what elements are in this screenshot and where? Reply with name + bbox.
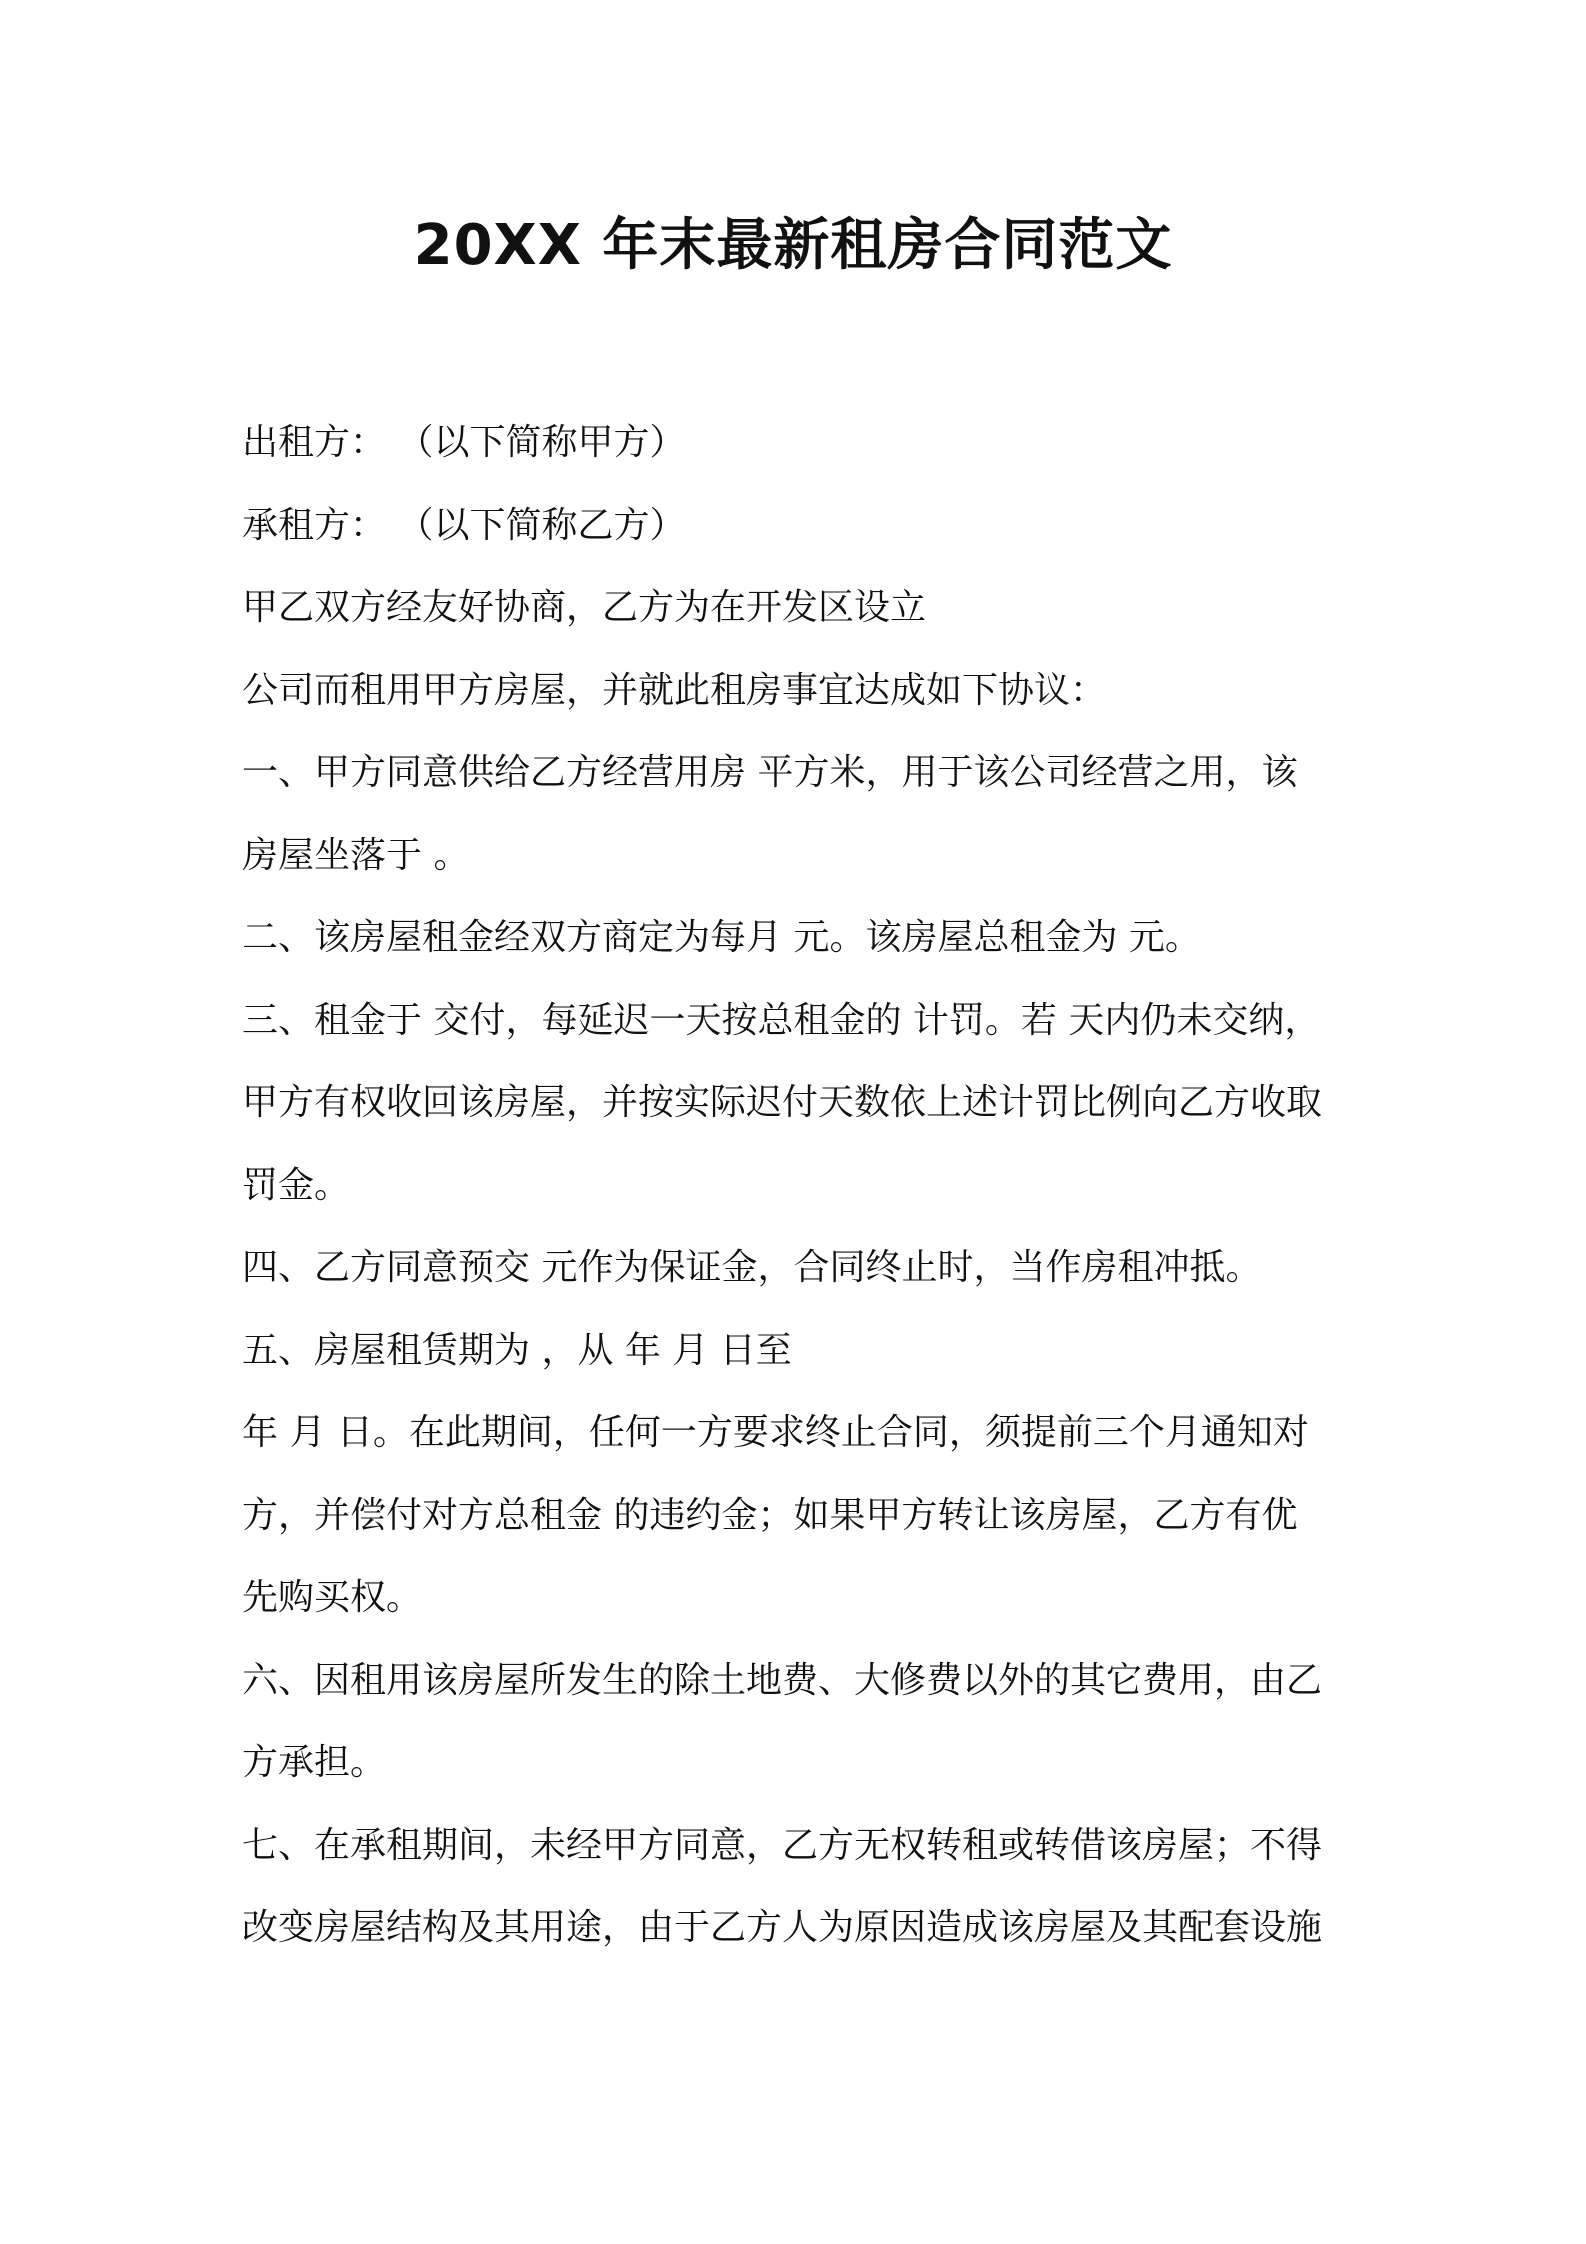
text-line-preamble-2: 公司而租用甲方房屋，并就此租房事宜达成如下协议： [242,669,1107,711]
text-line-clause-5c: 方，并偿付对方总租金 的违约金；如果甲方转让该房屋，乙方有优 [242,1494,1298,1536]
text-line-lessor: 出租方： （以下简称甲方） [242,422,686,463]
text-line-clause-5a: 五、房屋租赁期为 ，从 年 月 日至 [242,1329,792,1371]
text-line-clause-3a: 三、租金于 交付，每延迟一天按总租金的 计罚。若 天内仍未交纳， [242,999,1321,1041]
document-title: 20XX 年末最新租房合同范文 [413,213,1173,278]
text-line-clause-1a: 一、甲方同意供给乙方经营用房 平方米，用于该公司经营之用，该 [242,752,1298,793]
text-line-preamble-1: 甲乙双方经友好协商，乙方为在开发区设立 [242,587,927,628]
text-line-clause-1b: 房屋坐落于 。 [242,834,470,876]
text-line-clause-6b: 方承担。 [242,1742,387,1783]
text-line-clause-5d: 先购买权。 [242,1577,423,1618]
text-line-clause-4: 四、乙方同意预交 元作为保证金，合同终止时，当作房租冲抵。 [242,1247,1262,1288]
text-line-clause-3c: 罚金。 [242,1164,351,1206]
document-body [242,402,1362,1970]
text-line-clause-3b: 甲方有权收回该房屋，并按实际迟付天数依上述计罚比例向乙方收取 [242,1082,1323,1123]
text-line-clause-6a: 六、因租用该房屋所发生的除土地费、大修费以外的其它费用，由乙 [242,1659,1323,1701]
text-line-clause-7a: 七、在承租期间，未经甲方同意，乙方无权转租或转借该房屋；不得 [242,1824,1323,1866]
text-line-clause-7b: 改变房屋结构及其用途，由于乙方人为原因造成该房屋及其配套设施 [242,1907,1323,1948]
text-line-clause-5b: 年 月 日。在此期间，任何一方要求终止合同，须提前三个月通知对 [242,1412,1309,1453]
text-line-lessee: 承租方： （以下简称乙方） [242,504,686,546]
text-line-clause-2: 二、该房屋租金经双方商定为每月 元。该房屋总租金为 元。 [242,917,1201,958]
